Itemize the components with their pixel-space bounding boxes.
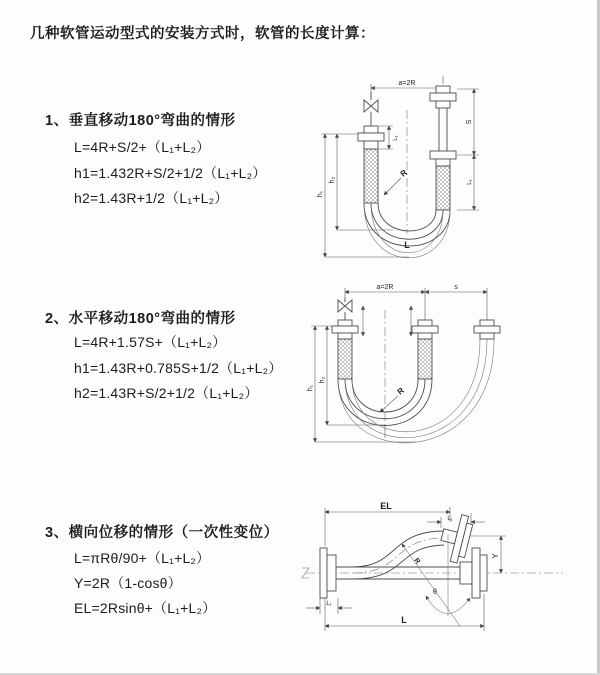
braided-hose-middle (418, 339, 432, 379)
flange-fitting-middle (412, 320, 438, 339)
extension-lines (345, 288, 487, 320)
length-label: L (401, 615, 407, 625)
section-3-heading: 3、横向位移的情形（一次性变位） (45, 525, 279, 541)
extension-lines (457, 89, 479, 210)
flange-fitting-right-lower (430, 151, 456, 166)
angle-label: θ (433, 589, 437, 596)
flange-fitting-right-upper (437, 511, 475, 564)
section-1-formula-h2: h2=1.43R+1/2（L₁+L₂） (74, 190, 229, 206)
section-2-formula-L: L=4R+1.57S+（L₁+L₂） (74, 334, 227, 350)
section-1-formula-h1: h1=1.432R+S/2+1/2（L₁+L₂） (74, 165, 267, 181)
braided-hose-left (338, 339, 352, 379)
radius-leader (380, 396, 398, 412)
radius-label: R (398, 167, 409, 179)
dim-label-s: S (466, 119, 473, 125)
flange-fitting-left (332, 320, 358, 339)
extension-lines (325, 507, 453, 546)
dim-label-h1: h₁ (317, 190, 324, 198)
extension-lines (325, 594, 484, 631)
diagram-vertical-180-bend (313, 72, 508, 264)
dim-label-a2r: a=2R (398, 80, 416, 87)
radius-label: R (395, 385, 406, 397)
section-3-formula-L: L=πRθ/90+（L₁+L₂） (74, 550, 211, 566)
dim-label-h2: h₂ (329, 176, 336, 184)
section-2-heading: 2、水平移动180°弯曲的情形 (45, 311, 236, 327)
section-2-formula-h1: h1=1.43R+0.785S+1/2（L₁+L₂） (74, 360, 283, 376)
dim-label-h2: h₂ (319, 376, 326, 384)
flange-fitting-left (320, 548, 336, 598)
braided-hose-left (364, 149, 378, 203)
dim-label-l1-right: L₁ (467, 179, 473, 185)
dim-label-el: EL (380, 501, 392, 511)
length-label: L (404, 240, 410, 250)
dim-label-y: Y (491, 553, 500, 559)
dim-label-h1: h₁ (307, 384, 314, 392)
section-1-heading: 1、垂直移动180°弯曲的情形 (45, 113, 236, 129)
dim-label-a2r: a=2R (376, 284, 394, 291)
dim-label-l1-top: L₁ (447, 516, 453, 522)
page-title: 几种软管运动型式的安装方式时，软管的长度计算： (30, 26, 375, 42)
section-3-formula-Y: Y=2R（1-cosθ） (74, 575, 182, 591)
diagram-lateral-displacement (298, 498, 598, 656)
section-3-formula-EL: EL=2Rsinθ+（L₁+L₂） (74, 600, 217, 616)
flange-fitting-left (358, 126, 384, 149)
valve-icon (364, 92, 378, 126)
dim-label-s: s (454, 284, 458, 291)
section-1-formula-L: L=4R+S/2+（L₁+L₂） (74, 139, 211, 155)
hose-displaced-s-curve (353, 531, 444, 579)
diagram-horizontal-180-bend (305, 280, 517, 476)
dim-label-l1-left: L₁ (393, 135, 399, 141)
dim-label-l1-left: L₁ (326, 601, 332, 607)
pipe-right (439, 108, 447, 151)
flange-fitting-right-upper (430, 86, 456, 108)
valve-icon (338, 298, 352, 320)
flange-fitting-right-displaced (474, 320, 500, 339)
radius-label: R (412, 557, 421, 566)
braided-hose-right (436, 166, 450, 210)
radius-leader (384, 178, 401, 195)
section-2-formula-h2: h2=1.43R+S/2+1/2（L₁+L₂） (74, 385, 259, 401)
